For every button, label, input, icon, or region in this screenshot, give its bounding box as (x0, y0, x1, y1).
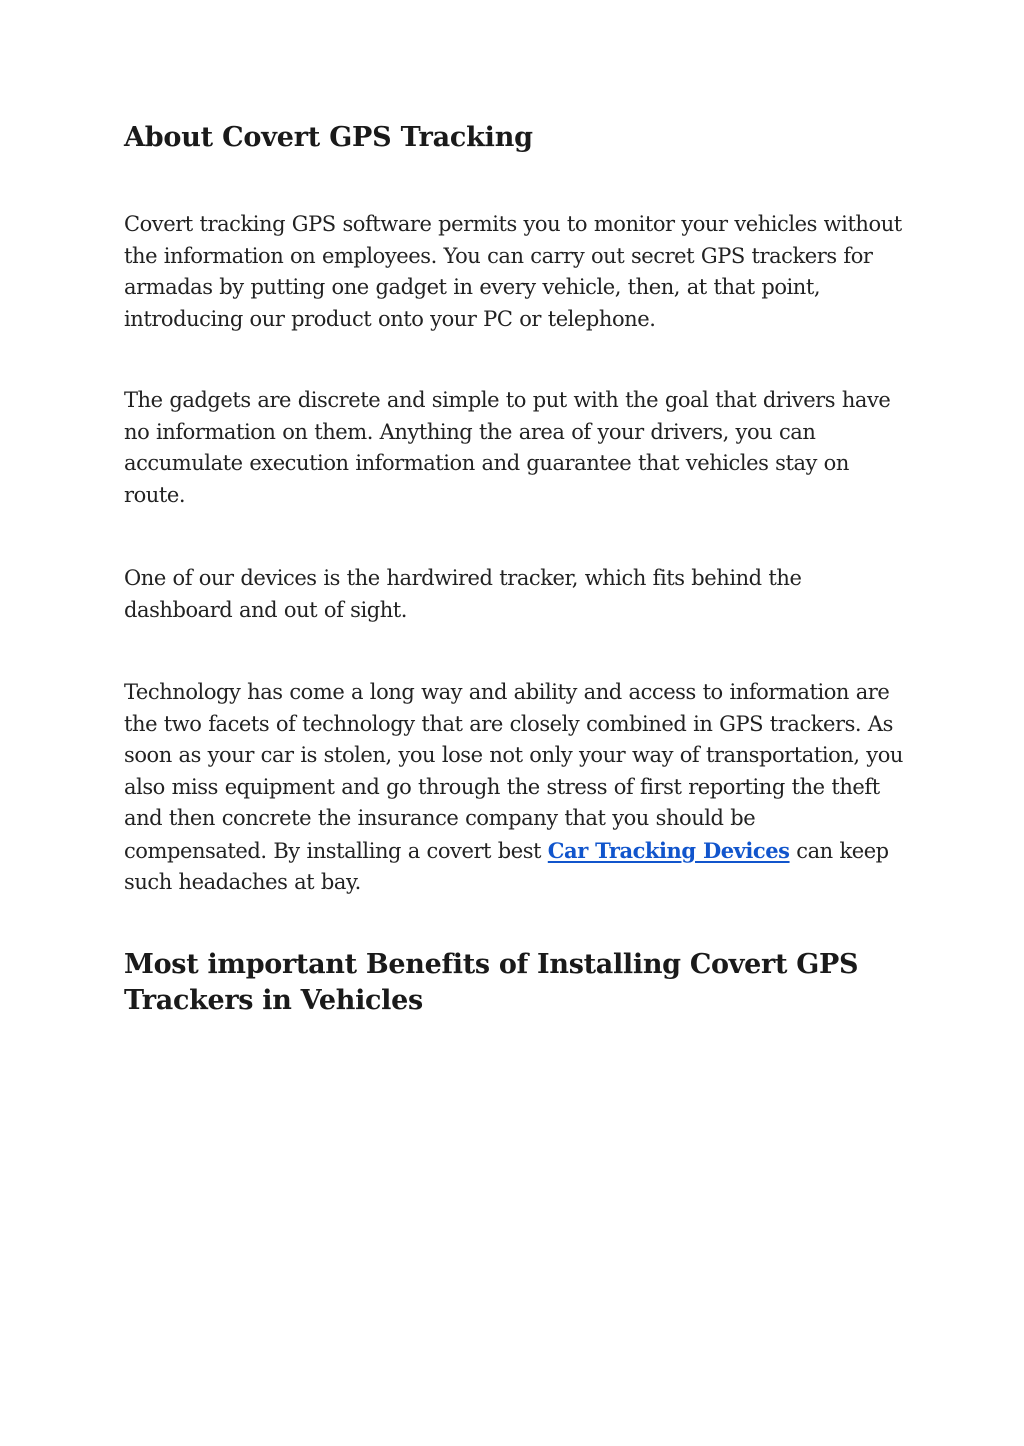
paragraph-technology-text: Technology has come a long way and ability and access to information are the two facets of technology that are closely combined in GPS trackers. As soon as your car is stolen, you lose not only your way of transportation, you also miss equipment and go through the stress of first reporting the theft and then concrete the insurance company that you should be compensated. By installing a covert best (124, 680, 903, 863)
section-heading-about: About Covert GPS Tracking (124, 122, 533, 153)
paragraph-technology-text-end: can keep such headaches at bay. (124, 838, 889, 894)
section-heading-benefits: Most important Benefits of Installing Covert GPS Trackers in Vehicles (124, 949, 859, 1016)
paragraph-hardwired-tracker: One of our devices is the hardwired tracker, which fits behind the dashboard and out of sight. (124, 566, 802, 622)
paragraph-gadgets: The gadgets are discrete and simple to put with the goal that drivers have no information on them. Anything the area of your drivers, you can accumulate execution information and guarantee that vehicles stay on route. (124, 388, 891, 507)
paragraph-technology (124, 677, 904, 899)
car-tracking-devices-link[interactable]: Car Tracking Devices (547, 837, 790, 863)
paragraph-intro: Covert tracking GPS software permits you to monitor your vehicles without the information on employees. You can carry out secret GPS trackers for armadas by putting one gadget in every vehicle, then, at that point, introducing our product onto your PC or telephone. (124, 212, 902, 331)
